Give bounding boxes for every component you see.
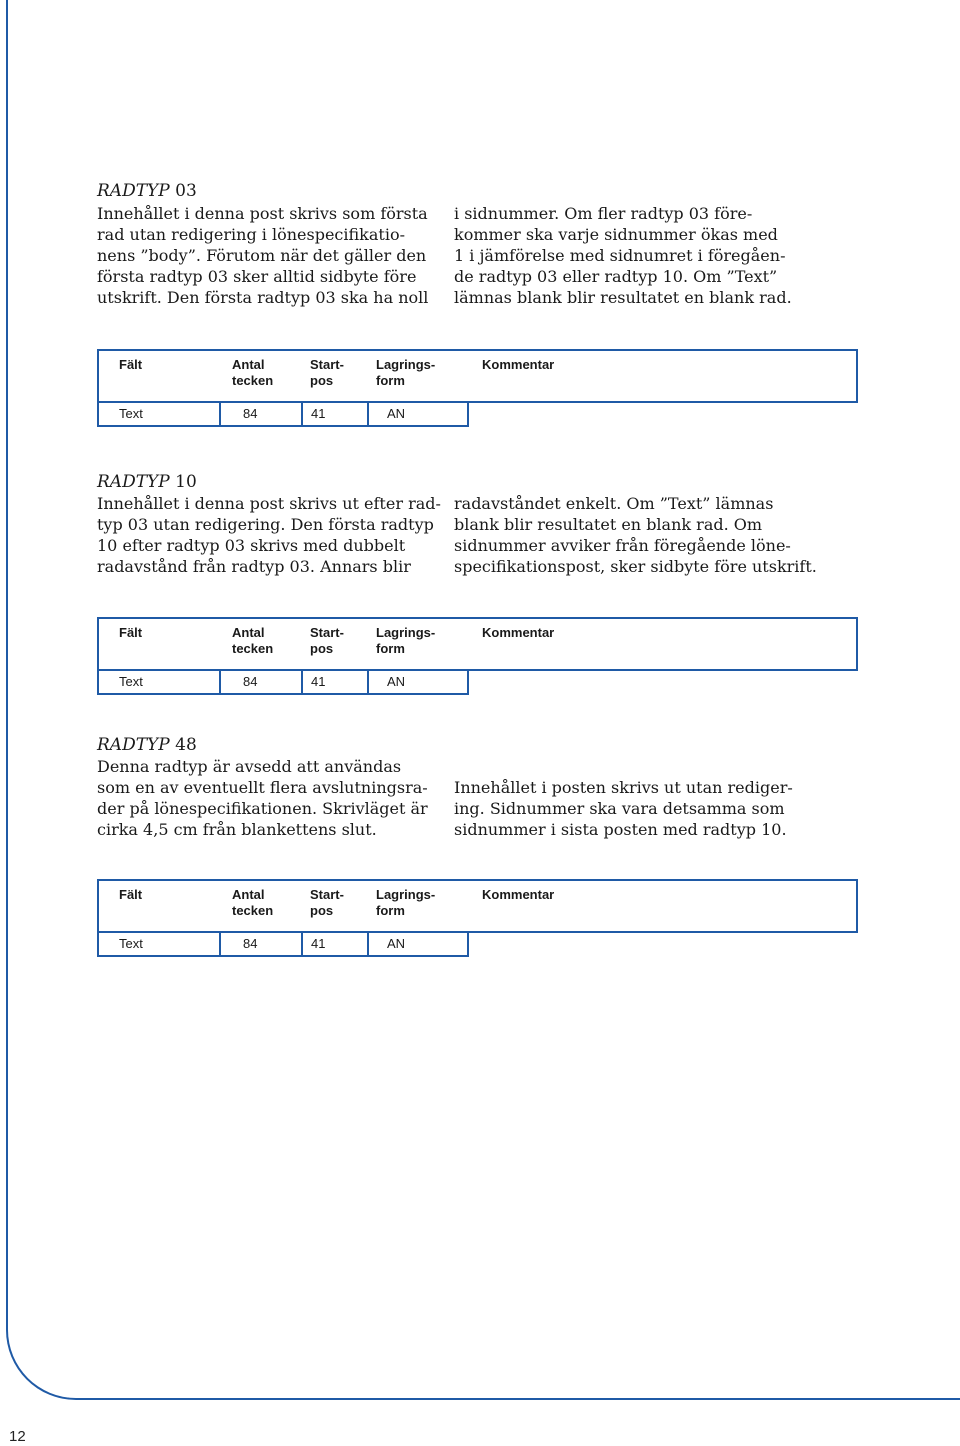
cell-lagringsform: AN xyxy=(368,670,468,694)
section-48-left-text xyxy=(97,756,428,840)
section-title-label: RADTYP xyxy=(97,181,170,201)
section-title-number: 03 xyxy=(175,181,197,201)
text-line: der på lönespecifikationen. Skrivläget är xyxy=(97,799,428,818)
text-line: Innehållet i denna post skrivs som första xyxy=(97,204,428,223)
header-kommentar: Kommentar xyxy=(468,350,857,402)
cell-lagringsform: AN xyxy=(368,402,468,426)
text-line: Denna radtyp är avsedd att användas xyxy=(97,757,402,776)
text-line: 1 i jämförelse med sidnumret i föregåen- xyxy=(454,246,786,265)
header-startpos: Start- pos xyxy=(302,350,368,402)
section-radtyp-48 xyxy=(97,734,877,756)
cell-antal: 84 xyxy=(220,932,302,956)
table-row xyxy=(98,402,857,426)
header-lagringsform: Lagrings- form xyxy=(368,618,468,670)
table-header-row xyxy=(98,618,857,670)
cell-antal: 84 xyxy=(220,670,302,694)
header-lagringsform: Lagrings- form xyxy=(368,880,468,932)
cell-lagringsform: AN xyxy=(368,932,468,956)
field-table-radtyp-03 xyxy=(97,349,858,427)
text-line: 10 efter radtyp 03 skrivs med dubbelt xyxy=(97,536,406,555)
text-line: sidnummer i sista posten med radtyp 10. xyxy=(454,820,787,839)
section-03-left-text xyxy=(97,203,428,308)
header-kommentar: Kommentar xyxy=(468,618,857,670)
text-line: blank blir resultatet en blank rad. Om xyxy=(454,515,763,534)
cell-startpos: 41 xyxy=(302,932,368,956)
text-line: utskrift. Den första radtyp 03 ska ha noll xyxy=(97,288,429,307)
table-header-row xyxy=(98,880,857,932)
cell-startpos: 41 xyxy=(302,670,368,694)
field-table-radtyp-10 xyxy=(97,617,858,695)
section-title-label: RADTYP xyxy=(97,472,170,492)
header-antal: Antal tecken xyxy=(220,880,302,932)
text-line: första radtyp 03 sker alltid sidbyte före xyxy=(97,267,417,286)
cell-kommentar xyxy=(468,402,857,426)
text-line: ing. Sidnummer ska vara detsamma som xyxy=(454,799,785,818)
cell-kommentar xyxy=(468,932,857,956)
header-antal: Antal tecken xyxy=(220,350,302,402)
cell-falt: Text xyxy=(98,402,220,426)
section-10-right-text xyxy=(454,493,817,577)
text-line: i sidnummer. Om fler radtyp 03 före- xyxy=(454,204,753,223)
text-line: rad utan redigering i lönespecifikatio- xyxy=(97,225,405,244)
header-falt: Fält xyxy=(98,880,220,932)
table-row xyxy=(98,932,857,956)
header-startpos: Start- pos xyxy=(302,618,368,670)
cell-startpos: 41 xyxy=(302,402,368,426)
text-line: lämnas blank blir resultatet en blank rad. xyxy=(454,288,792,307)
section-title-number: 48 xyxy=(175,735,197,755)
header-antal: Antal tecken xyxy=(220,618,302,670)
text-line: cirka 4,5 cm från blankettens slut. xyxy=(97,820,377,839)
section-title xyxy=(97,180,877,202)
table-header-row xyxy=(98,350,857,402)
section-radtyp-03 xyxy=(97,180,877,202)
cell-kommentar xyxy=(468,670,857,694)
section-title xyxy=(97,471,877,493)
text-line: de radtyp 03 eller radtyp 10. Om ”Text” xyxy=(454,267,778,286)
text-line: Innehållet i posten skrivs ut utan rediger- xyxy=(454,778,793,797)
cell-falt: Text xyxy=(98,670,220,694)
header-falt: Fält xyxy=(98,618,220,670)
text-line: som en av eventuellt flera avslutningsra- xyxy=(97,778,428,797)
section-radtyp-10 xyxy=(97,471,877,493)
header-kommentar: Kommentar xyxy=(468,880,857,932)
cell-antal: 84 xyxy=(220,402,302,426)
header-lagringsform: Lagrings- form xyxy=(368,350,468,402)
text-line: sidnummer avviker från föregående löne- xyxy=(454,536,791,555)
table-row xyxy=(98,670,857,694)
text-line: radavståndet enkelt. Om ”Text” lämnas xyxy=(454,494,774,513)
text-line: kommer ska varje sidnummer ökas med xyxy=(454,225,778,244)
section-title-number: 10 xyxy=(175,472,197,492)
text-line: specifikationspost, sker sidbyte före utskrift. xyxy=(454,557,817,576)
section-title xyxy=(97,734,877,756)
text-line: nens ”body”. Förutom när det gäller den xyxy=(97,246,427,265)
section-10-left-text xyxy=(97,493,441,577)
text-line: Innehållet i denna post skrivs ut efter rad- xyxy=(97,494,441,513)
page-number: 12 xyxy=(9,1428,26,1445)
field-table-radtyp-48 xyxy=(97,879,858,957)
header-startpos: Start- pos xyxy=(302,880,368,932)
header-falt: Fält xyxy=(98,350,220,402)
section-03-right-text xyxy=(454,203,792,308)
text-line: radavstånd från radtyp 03. Annars blir xyxy=(97,557,411,576)
section-48-right-text xyxy=(454,777,793,840)
text-line: typ 03 utan redigering. Den första radtyp xyxy=(97,515,434,534)
section-title-label: RADTYP xyxy=(97,735,170,755)
cell-falt: Text xyxy=(98,932,220,956)
